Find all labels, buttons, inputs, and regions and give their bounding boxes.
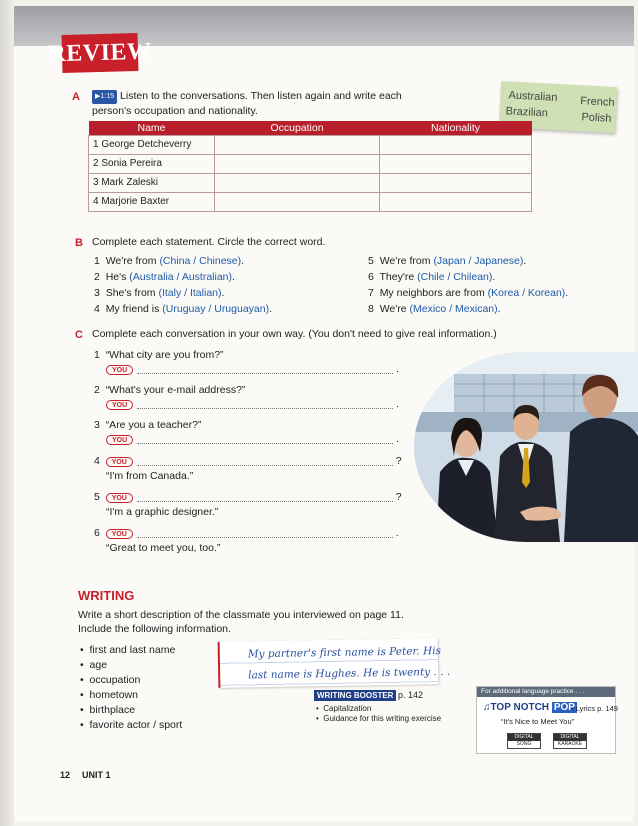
section-b-letter: B — [75, 237, 83, 249]
handwritten-sample — [218, 638, 451, 688]
b-item-6: 6 They're (Chile / Chilean). — [368, 271, 496, 283]
b-item-2: 2 He's (Australia / Australian). — [94, 271, 235, 283]
lyrics-ref: • Lyrics p. 149 — [571, 704, 618, 713]
word-choice[interactable]: (Chile / Chilean) — [417, 271, 493, 283]
c-item-3: 3 “Are you a teacher?” — [94, 419, 202, 431]
occupation-cell[interactable] — [215, 154, 380, 173]
name-cell: 3 Mark Zaleski — [89, 173, 215, 192]
writing-bullet: • first and last name — [80, 644, 176, 656]
you-tag: YOU — [106, 529, 133, 539]
b-item-5: 5 We're from (Japan / Japanese). — [368, 255, 527, 267]
review-badge: REVIEW — [62, 33, 139, 73]
writing-instruction-2: Include the following information. — [78, 623, 231, 635]
b-item-4: 4 My friend is (Uruguay / Uruguayan). — [94, 303, 273, 315]
practice-bar: For additional language practice . . . — [477, 687, 615, 697]
audio-track-icon[interactable]: ▶1:15 — [92, 90, 117, 104]
booster-item: • Capitalization — [316, 704, 372, 713]
col-name: Name — [89, 121, 215, 135]
occupation-cell[interactable] — [215, 135, 380, 154]
col-occupation: Occupation — [215, 121, 380, 135]
word-choice[interactable]: (Uruguay / Uruguayan) — [162, 303, 270, 315]
writing-bullet: • occupation — [80, 674, 141, 686]
c-answer-1[interactable]: YOU . — [106, 362, 399, 376]
answer-line[interactable] — [137, 465, 393, 466]
nationality-cell[interactable] — [380, 173, 532, 192]
table-row — [89, 192, 532, 211]
section-b-instruction: Complete each statement. Circle the correct word. — [92, 236, 326, 248]
c-item-2: 2 “What's your e-mail address?” — [94, 384, 246, 396]
note-word: Polish — [581, 111, 612, 125]
listening-table — [88, 121, 532, 212]
c-answer-6[interactable]: 6 YOU . — [94, 527, 399, 539]
page-binding-edge — [0, 0, 14, 826]
c-response-6: “Great to meet you, too.” — [106, 542, 221, 554]
b-item-8: 8 We're (Mexico / Mexican). — [368, 303, 501, 315]
answer-line[interactable] — [137, 443, 393, 444]
page-number: 12 — [60, 770, 71, 780]
section-c-letter: C — [75, 329, 83, 341]
top-notch-pop-box — [476, 686, 616, 754]
you-tag: YOU — [106, 493, 133, 503]
writing-bullet: • hometown — [80, 689, 138, 701]
top-notch-logo: ♫TOP NOTCH POP — [483, 702, 575, 713]
sample-line-2: last name is Hughes. He is twenty . . . — [248, 665, 451, 682]
name-cell: 4 Marjorie Baxter — [89, 192, 215, 211]
unit-label: UNIT 1 — [82, 770, 111, 780]
music-note-icon: ♫ — [483, 702, 491, 713]
c-answer-4[interactable]: 4 YOU ? — [94, 455, 402, 467]
writing-bullet: • birthplace — [80, 704, 136, 716]
pop-badge: POP — [553, 702, 575, 713]
note-word: French — [580, 95, 615, 109]
section-a-instruction: ▶1:15 Listen to the conversations. Then listen again and write each person's occupation and nationality. — [92, 90, 402, 117]
table-row — [89, 154, 532, 173]
word-choice[interactable]: (China / Chinese) — [159, 255, 242, 267]
you-tag: YOU — [106, 400, 133, 410]
song-title: “It's Nice to Meet You” — [501, 717, 575, 726]
c-response-4: “I'm from Canada.” — [106, 470, 194, 482]
c-answer-5[interactable]: 5 YOU ? — [94, 491, 402, 503]
section-c-instruction: Complete each conversation in your own way. (You don't need to give real information.) — [92, 328, 497, 340]
answer-line[interactable] — [137, 408, 393, 409]
answer-line[interactable] — [137, 501, 393, 502]
table-row — [89, 173, 532, 192]
c-answer-2[interactable]: YOU . — [106, 397, 399, 411]
you-tag: YOU — [106, 365, 133, 375]
c-answer-3[interactable]: YOU . — [106, 432, 399, 446]
writing-instruction-1: Write a short description of the classmate you interviewed on page 11. — [78, 609, 404, 621]
c-response-5: “I'm a graphic designer.” — [106, 506, 219, 518]
sample-line-1: My partner's first name is Peter. His — [247, 645, 442, 661]
answer-line[interactable] — [137, 373, 393, 374]
table-row — [89, 135, 532, 154]
section-a-letter: A — [72, 91, 80, 103]
writing-booster-page: p. 142 — [398, 690, 424, 700]
word-choice[interactable]: (Japan / Japanese) — [433, 255, 524, 267]
nationality-cell[interactable] — [380, 192, 532, 211]
answer-line[interactable] — [137, 537, 393, 538]
name-cell: 2 Sonia Pereira — [89, 154, 215, 173]
writing-booster-label[interactable]: WRITING BOOSTER — [314, 690, 396, 701]
table-header-row — [89, 121, 532, 135]
word-choice[interactable]: (Italy / Italian) — [158, 287, 222, 299]
nationality-cell[interactable] — [380, 135, 532, 154]
you-tag: YOU — [106, 457, 133, 467]
nationality-cell[interactable] — [380, 154, 532, 173]
photo-illustration — [414, 352, 638, 542]
writing-title: WRITING — [78, 588, 135, 603]
occupation-cell[interactable] — [215, 192, 380, 211]
b-item-3: 3 She's from (Italy / Italian). — [94, 287, 225, 299]
b-item-7: 7 My neighbors are from (Korea / Korean). — [368, 287, 569, 299]
col-nationality: Nationality — [380, 121, 532, 135]
b-item-1: 1 We're from (China / Chinese). — [94, 255, 245, 267]
writing-bullet: • favorite actor / sport — [80, 719, 183, 731]
note-word: Australian — [508, 89, 558, 104]
c-item-1: 1 “What city are you from?” — [94, 349, 224, 361]
occupation-cell[interactable] — [215, 173, 380, 192]
note-word: Brazilian — [505, 105, 549, 120]
word-choice[interactable]: (Australia / Australian) — [129, 271, 233, 283]
writing-bullet: • age — [80, 659, 108, 671]
name-cell: 1 George Detcheverry — [89, 135, 215, 154]
word-choice[interactable]: (Mexico / Mexican) — [409, 303, 498, 315]
you-tag: YOU — [106, 435, 133, 445]
digital-karaoke-button[interactable]: DIGITAL KARAOKE — [553, 733, 587, 749]
word-choice[interactable]: (Korea / Korean) — [487, 287, 566, 299]
booster-item: • Guidance for this writing exercise — [316, 714, 442, 723]
digital-song-button[interactable]: DIGITAL SONG — [507, 733, 541, 749]
business-people-photo — [414, 352, 638, 542]
